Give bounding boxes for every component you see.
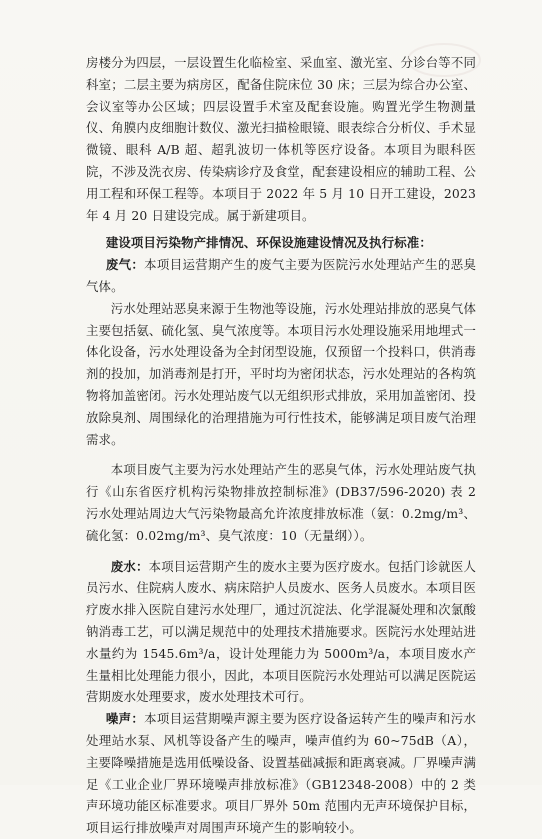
document-body: [86, 52, 476, 839]
section-heading: 建设项目污染物产排情况、环保设施建设情况及执行标准：: [105, 235, 432, 251]
waste-water-label: 废水：: [110, 558, 149, 574]
project-description-paragraph: 房楼分为四层，一层设置生化临检室、采血室、激光室、分诊台等不同科室；二层主要为病房区，配备住院床位 30 床；三层为综合办公室、会议室等办公区域；四层设置手术室及配套设施。购置光学生物测量仪、角膜内皮细胞计数仪、激光扫描检眼镜、眼表综合分析仪、手术显微镜、眼科 A/B 超、超乳波切一体机等医疗设备。本项目为眼科医院，不涉及洗衣房、传染病诊疗及食堂，配套建设相应的辅助工程、公用工程和环保工程等。本项目于 2022 年 5 月 10 日开工建设，2023 年 4 月 20 日建设完成。属于新建项目。: [86, 55, 476, 223]
waste-water-text: 本项目运营期产生的废水主要为医疗废水。包括门诊就医人员污水、住院病人废水、病床陪护人员废水、医务人员废水。本项目医疗废水排入医院自建污水处理厂，通过沉淀法、化学混凝处理和次氯酸钠消毒工艺，可以满足规范中的处理技术措施要求。医院污水处理站进水量约为 1545.6m³/a，设计处理能力为 5000m³/a，本项目废水产生量相比处理能力很小，因此，本项目医院污水处理站可以满足医院运营期废水处理要求，废水处理技术可行。: [86, 558, 477, 705]
odor-treatment-paragraph: 污水处理站恶臭来源于生物池等设施，污水处理站排放的恶臭气体主要包括氨、硫化氢、臭气浓度等。本项目污水处理设施采用地埋式一体化设备，污水处理设备为全封闭型设施，仅预留一个投料口，供消毒剂的投加，加消毒剂是打开，平时均为密闭状态，污水处理站的各构筑物将加盖密闭。污水处理站废气以无组织形式排放，采用加盖密闭、投放除臭剂、周围绿化的治理措施为可行性技术，能够满足项目废气治理需求。: [86, 300, 476, 447]
waste-gas-label: 废气：: [105, 257, 145, 273]
waste-gas-intro-text: 本项目运营期产生的废气主要为医院污水处理站产生的恶臭气体。: [86, 257, 477, 294]
waste-water-paragraph: [86, 556, 476, 709]
noise-paragraph: [86, 708, 476, 839]
odor-standard-paragraph: 本项目废气主要为污水处理站产生的恶臭气体，污水处理站废气执行《山东省医疗机构污染物排放控制标准》(DB37/596-2020) 表 2 污水处理站周边大气污染物最高允许浓度排放标准（氨：0.2mg/m³、硫化氢：0.02mg/m³、臭气浓度：10（无量纲））。: [86, 462, 476, 543]
noise-label: 噪声：: [105, 711, 145, 727]
waste-gas-intro-paragraph: [86, 254, 476, 298]
noise-text: 本项目运营期噪声源主要为医疗设备运转产生的噪声和污水处理站水泵、风机等设备产生的噪声，噪声值约为 60~75dB（A），主要降噪措施是选用低噪设备、设置基础减振和距离衰减。厂界噪声满足《工业企业厂界环境噪声排放标准》（GB12348-2008）中的 2 类声环境功能区标准要求。项目厂界外 50m 范围内无声环境保护目标，项目运行排放噪声对周围声环境产生的影响较小。: [86, 711, 477, 836]
